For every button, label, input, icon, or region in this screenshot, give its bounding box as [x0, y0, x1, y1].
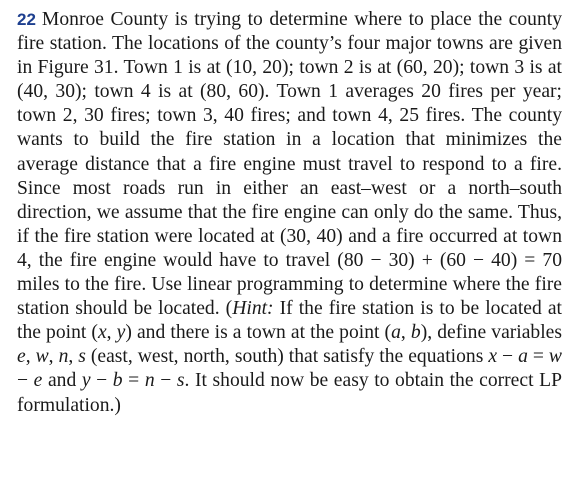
variable-w: w	[35, 346, 49, 368]
variable-n: n	[58, 346, 69, 368]
equation-1-e: e	[33, 370, 43, 392]
problem-text-5: (east, west, north, south) that satisfy the equations	[85, 346, 489, 368]
problem-text-2: If the fire station is to be located at the point (	[17, 298, 562, 344]
variable-e: e	[17, 346, 26, 368]
separator: ,	[48, 346, 59, 368]
problem-text-3: ) and there is a town at the point (	[125, 322, 392, 344]
equation-1-a: a	[518, 346, 528, 368]
equation-1-x: x	[488, 346, 498, 368]
equation-operator: −	[90, 370, 113, 392]
equation-1-w: w	[548, 346, 562, 368]
hint-label: Hint:	[232, 298, 274, 320]
separator: ,	[400, 322, 411, 344]
problem-text-7: . It should now be easy to obtain the correct LP formulation.)	[17, 370, 562, 416]
problem-text-4: ), define variables	[420, 322, 562, 344]
equation-2-s: s	[176, 370, 185, 392]
equation-2-y: y	[81, 370, 91, 392]
equation-operator: −	[154, 370, 177, 392]
problem-paragraph	[17, 8, 562, 418]
problem-number: 22	[17, 10, 36, 29]
separator: ,	[106, 322, 117, 344]
separator: ,	[25, 346, 36, 368]
separator: ,	[68, 346, 79, 368]
equation-operator: −	[17, 370, 34, 392]
equation-operator: =	[527, 346, 549, 368]
equation-operator: =	[122, 370, 145, 392]
problem-text-1: Monroe County is trying to determine where to place the county fire station. The locations of the county’s four major towns are given in Figure 31. Town 1 is at (10, 20); town 2 is at (60, 20); town 3 is at (40, 30); town 4 is at (80, 60). Town 1 averages 20 fires per year; town 2, 30 fires; town 3, 40 fires; and town 4, 25 fires. The county wants to build the fire station in a location that minimizes the average distance that a fire engine must travel to respond to a fire. Since most roads run in either an east–west or a north–south direction, we assume that the fire engine can only do the same. Thus, if the fire station were located at (30, 40) and a fire occurred at town 4, the fire engine would have to travel (80 − 30) + (60 − 40) = 70 miles to the fire. Use linear programming to determine where the fire station should be located. (	[17, 9, 562, 320]
variable-b: b	[410, 322, 421, 344]
variable-y: y	[116, 322, 126, 344]
variable-s: s	[78, 346, 86, 368]
equation-2-n: n	[144, 370, 155, 392]
variable-x: x	[97, 322, 107, 344]
problem-text-6: and	[42, 370, 82, 392]
variable-a: a	[391, 322, 401, 344]
equation-operator: −	[497, 346, 519, 368]
equation-2-b: b	[112, 370, 123, 392]
